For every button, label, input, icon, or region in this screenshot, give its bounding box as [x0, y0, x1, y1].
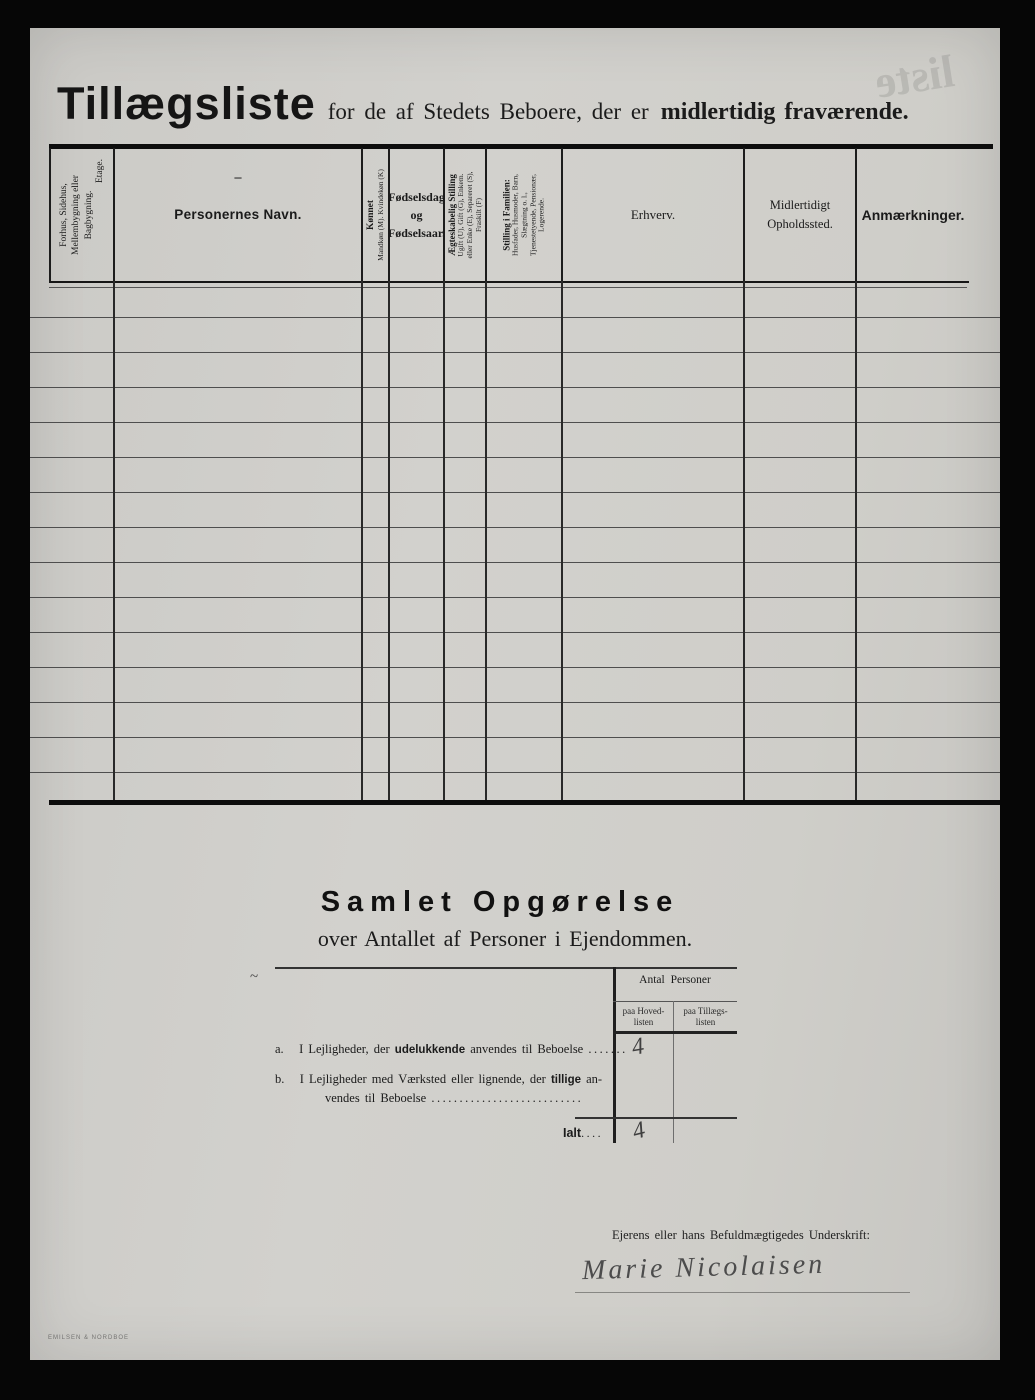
- column-header-occupation: [563, 148, 745, 281]
- dash-mark: –: [234, 170, 242, 185]
- column-header-etage-label: Etage.: [95, 158, 106, 183]
- title-emphasis: midlertidig fraværende.: [660, 99, 909, 125]
- summary-row-a: [275, 1042, 628, 1057]
- column-header-birthdate-label: Fødselsdag og Fødselsaar.: [387, 189, 446, 240]
- column-divider: [855, 281, 857, 800]
- summary-row-b-line2: [325, 1091, 583, 1106]
- summary-column-divider: [673, 1001, 674, 1143]
- signature-handwritten: Marie Nicolaisen: [581, 1248, 826, 1287]
- column-divider: [113, 281, 115, 800]
- column-header-sex: [363, 148, 390, 281]
- column-header-remarks: [857, 148, 969, 281]
- row-a-text2: anvendes til Beboelse: [470, 1042, 584, 1056]
- column-header-marital-sublabel: Ugift (U), Gift (G), Enkem. eller Enke (E), Separeret (S), Fraskilt (F): [456, 170, 483, 259]
- row-b-text: I Lejligheder med Værksted eller lignende, der: [299, 1072, 546, 1086]
- signature-underline: [575, 1292, 910, 1293]
- column-divider: [485, 281, 487, 800]
- signature-label: Ejerens eller hans Befuldmægtigedes Underskrift:: [612, 1228, 870, 1242]
- column-header-occupation-label: Erhverv.: [630, 206, 676, 222]
- summary-col-supp-label: paa Tillægs- listen: [683, 1006, 728, 1027]
- row-b-dot-leader: ...........................: [431, 1091, 584, 1105]
- stray-mark: ~: [250, 969, 259, 985]
- column-header-family-label: Stilling i Familien:: [501, 178, 512, 251]
- row-b-prefix: b.: [275, 1072, 285, 1086]
- column-header-sex-sublabel: Mandkøn (M). Kvindekøn (K): [375, 168, 385, 261]
- column-header-family-position: [487, 148, 563, 281]
- column-header-family-sublabel: Husfader, Husmoder, Barn, Slægtning o. l., Tjenestetyende, Pensionær, Logerende.: [510, 173, 546, 256]
- column-divider: [361, 281, 363, 800]
- total-value-handwritten: 4: [629, 1116, 648, 1146]
- row-b-bold-word: tillige: [550, 1074, 581, 1086]
- summary-col-main-label: paa Hoved- listen: [622, 1006, 665, 1027]
- total-row-rule: [575, 1117, 737, 1119]
- column-header-residence: [745, 148, 857, 281]
- column-header-residence-label: Midlertidigt Opholdssted.: [767, 197, 833, 231]
- bleedthrough-text: liste: [871, 45, 958, 108]
- total-row: [563, 1124, 603, 1142]
- row-b-line2-text: vendes til Beboelse: [325, 1091, 427, 1105]
- title-rest: for de af Stedets Beboere, der er: [327, 99, 649, 124]
- column-divider: [443, 281, 445, 800]
- column-divider: [388, 281, 390, 800]
- census-supplement-form: [30, 28, 1000, 1360]
- summary-heading: Samlet Opgørelse: [320, 886, 680, 918]
- row-b-text2: an-: [586, 1072, 603, 1086]
- table-bottom-rule: [49, 800, 1000, 805]
- total-label: Ialt: [563, 1126, 582, 1140]
- row-a-prefix: a.: [275, 1042, 284, 1056]
- summary-count-header: Antal Personer: [639, 974, 711, 986]
- summary-row-b: [275, 1072, 602, 1087]
- summary-header-rule: [613, 1001, 737, 1002]
- row-a-text: I Lejligheder, der: [299, 1042, 390, 1056]
- printer-imprint: EMILSEN & NORDBOE: [48, 1335, 130, 1341]
- column-header-building-label: Forhus, Sidehus, Mellembygning eller Bagbygning.: [59, 174, 94, 255]
- column-header-marital: [445, 148, 487, 281]
- summary-subheading: over Antallet af Personer i Ejendommen.: [317, 926, 693, 951]
- row-a-dot-leader: .......: [588, 1042, 628, 1056]
- column-header-name-label: Personernes Navn.: [174, 207, 302, 222]
- column-header-sex-label: Kønnet: [365, 199, 376, 230]
- page-title: [57, 78, 987, 130]
- column-header-marital-label: Ægteskabelig Stilling: [446, 173, 457, 256]
- column-divider: [561, 281, 563, 800]
- table-header: [49, 148, 969, 283]
- row-a-bold-word: udelukkende: [394, 1044, 466, 1056]
- column-header-remarks-label: Anmærkninger.: [861, 206, 965, 223]
- column-header-birthdate: [387, 148, 446, 281]
- column-header-building: [51, 148, 115, 281]
- summary-thick-rule: [613, 1031, 737, 1034]
- title-main: Tillægsliste: [57, 78, 316, 129]
- summary-table-top-rule: [275, 967, 737, 969]
- total-dot-leader: ....: [581, 1126, 604, 1140]
- row-a-value-handwritten: 4: [629, 1033, 647, 1061]
- column-header-name: [115, 148, 363, 281]
- column-divider: [743, 281, 745, 800]
